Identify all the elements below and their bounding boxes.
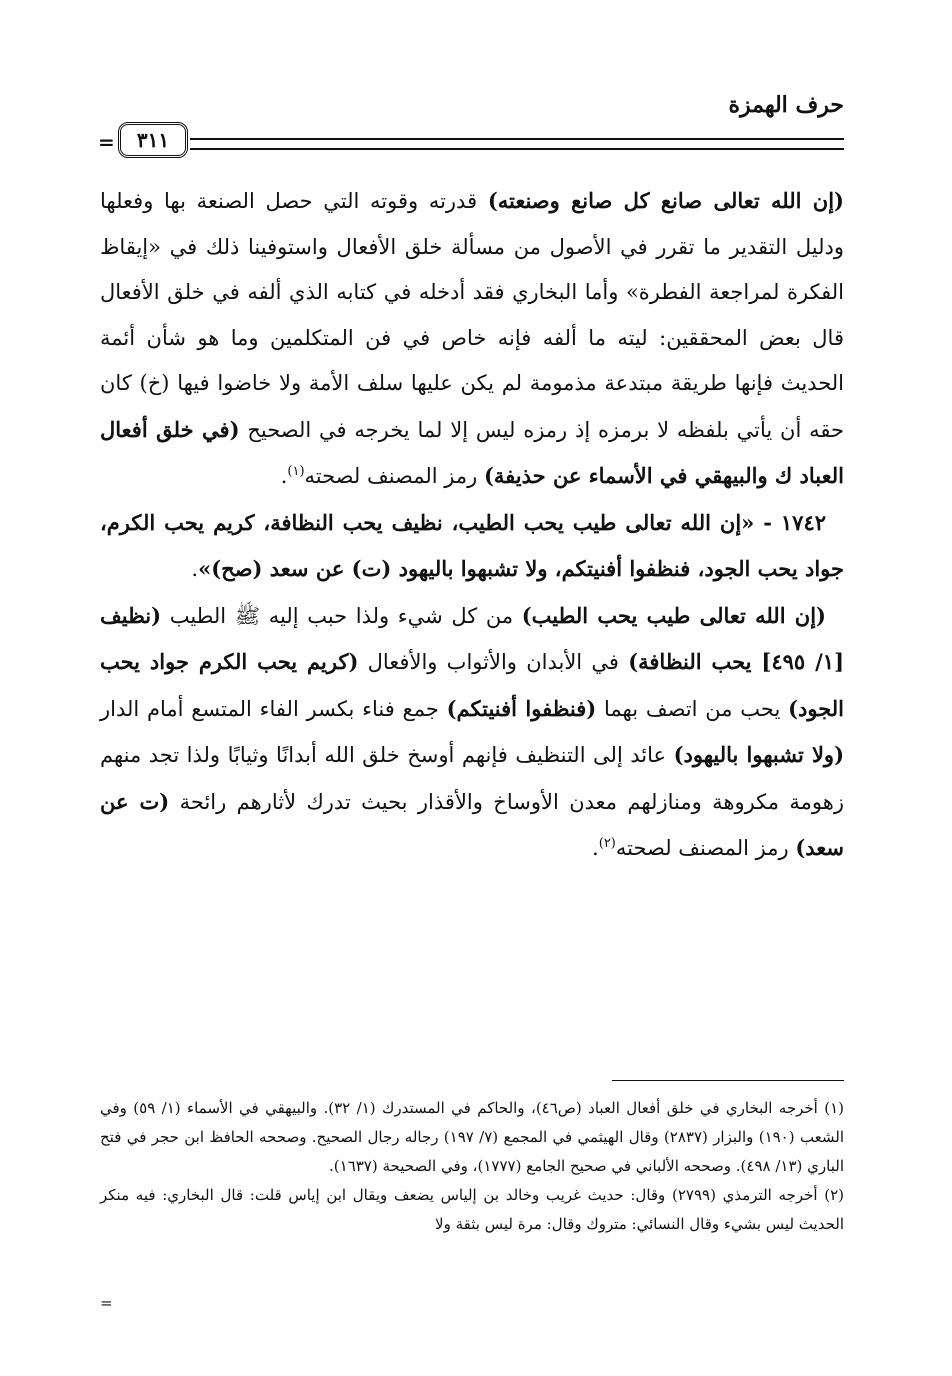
footnote-ref-2[interactable]: (٢) [598, 836, 616, 851]
chapter-title: حرف الهمزة [728, 92, 844, 118]
bold-phrase: (إن الله تعالى طيب يحب الطيب) [521, 602, 826, 628]
bold-phrase: (كريم يحب الكرم جواد يحب الجود) [100, 649, 844, 721]
header-rule [190, 138, 844, 150]
header-continuation-mark: = [98, 130, 115, 154]
bold-phrase: (فنظفوا أفنيتكم) [446, 695, 597, 721]
commentary-text: من كل شيء ولذا حبب إليه ﷺ الطيب [161, 603, 522, 628]
commentary-text: رمز المصنف لصحته [615, 836, 796, 860]
commentary-text: يحب من اتصف بهما [596, 696, 789, 721]
bold-phrase: (في خلق أفعال العباد ك والبيهقي في الأسماء عن حذيفة) [100, 416, 844, 488]
footnote-ref-1[interactable]: (١) [287, 464, 305, 479]
sentence-end: . [191, 557, 199, 581]
sentence-end: . [592, 836, 599, 860]
page-number: ٣١١ [118, 122, 188, 158]
footnote-1: (١) أخرجه البخاري في خلق أفعال العباد (ص٤٦)، والحاكم في المستدرك (١/ ٣٢). والبيهقي في الأسماء (١/ ٥٩) وفي الشعب (١٩٠) والبزار (٢٨٣٧) وقال الهيثمي في المجمع (٧/ ١٩٧) رجاله رجال الصحيح. وصححه الحافظ ابن حجر في فتح الباري (١٣/ ٤٩٨). وصححه الألباني في صحيح الجامع (١٧٧٧)، وفي الصحيحة (١٦٣٧). [100, 1099, 845, 1175]
bold-phrase: (نظيف [١/ ٤٩٥] يحب النظافة) [100, 602, 844, 674]
main-text [100, 178, 844, 872]
commentary-text: رمز المصنف لصحته [304, 464, 484, 488]
sentence-end: . [280, 464, 288, 488]
hadith-number: ١٧٤٢ - [763, 509, 827, 535]
bold-phrase: (ت عن سعد) [100, 788, 844, 860]
footnote-2: (٢) أخرجه الترمذي (٢٧٩٩) وقال: حديث غريب وخالد بن إلياس يضعف ويقال ابن إياس قلت: قال البخاري: فيه منكر الحديث ليس بشيء وقال النسائي: متروك وقال: مرة ليس بثقة ولا [100, 1186, 845, 1233]
footnote-continuation-mark: = [100, 1294, 113, 1312]
bold-phrase: (إن الله تعالى صانع كل صانع وصنعته) [487, 188, 844, 213]
commentary-text: قدرته وقوته التي حصل الصنعة بها وفعلها ودليل التقدير ما تقرر في الأصول من مسألة خلق الأفعال واستوفينا ذلك في «إيقاظ الفكرة لمراجعة الفطرة» وأما البخاري فقد أدخله في كتابه الذي ألفه في خلق الأفعال قال بعض المحققين: ليته ما ألفه فإنه خاص في فن المتكلمين وما هو شأن أئمة الحديث فإنها طريقة مبتدعة مذمومة لم يكن عليها سلف الأمة ولا خاضوا فيها (خ) كان حقه أن يأتي بلفظه لا برمزه إذ رمزه ليس إلا لما يخرجه في الصحيح [100, 189, 844, 442]
hadith-paragraph [100, 500, 844, 593]
commentary-text: في الأبدان والأثواب والأفعال [358, 650, 629, 674]
hadith-text: «إن الله تعالى طيب يحب الطيب، نظيف يحب النظافة، كريم يحب الكرم، جواد يحب الجود، فنظفوا أفنيتكم، ولا تشبهوا باليهود (ت) عن سعد (صح)» [100, 509, 844, 581]
commentary-paragraph-1 [100, 178, 844, 500]
commentary-paragraph-2 [100, 593, 844, 872]
footnote-separator [612, 1080, 844, 1081]
footnotes [100, 1094, 844, 1239]
commentary-text: جمع فناء بكسر الفاء المتسع أمام الدار [100, 696, 447, 721]
bold-phrase: (ولا تشبهوا باليهود) [673, 742, 845, 767]
commentary-text: عائد إلى التنظيف فإنهم أوسخ خلق الله أبدانًا وثيابًا ولذا تجد منهم زهومة مكروهة ومنازلهم معدن الأوساخ والأقذار بحيث تدرك لأثارهم رائحة [100, 743, 844, 814]
